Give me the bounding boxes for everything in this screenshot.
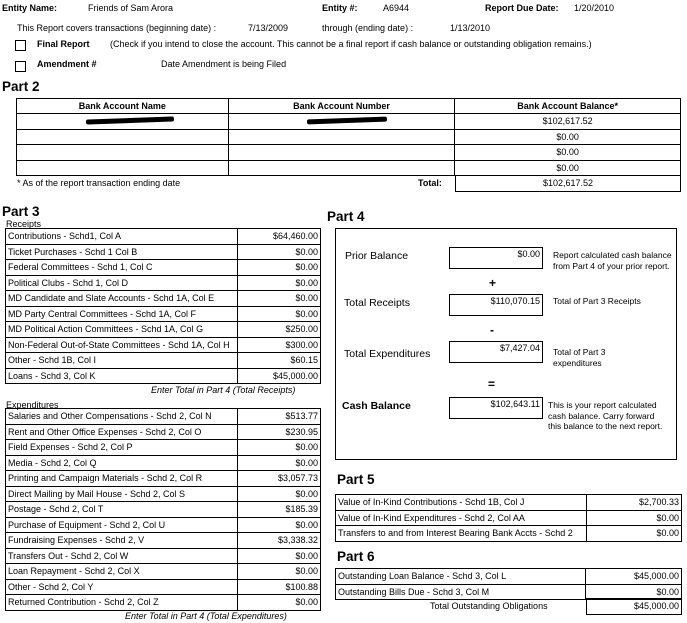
row-label: Contributions - Schd1, Col A (6, 229, 238, 245)
table-row (6, 455, 321, 471)
row-value: $0.00 (237, 275, 320, 291)
covers-text: This Report covers transactions (beginning date) : (17, 23, 217, 33)
row-label: Direct Mailing by Mail House - Schd 2, Col S (6, 486, 238, 502)
row-value: $0.00 (237, 291, 320, 307)
row-label: Value of In-Kind Expenditures - Schd 2, Col AA (336, 510, 587, 526)
total-receipts-note: Total of Part 3 Receipts (553, 296, 641, 306)
bank-account-balance-cell: $102,617.52 (455, 114, 681, 130)
total-obligations-label: Total Outstanding Obligations (430, 601, 548, 611)
row-label: Media - Schd 2, Col Q (6, 455, 238, 471)
part4-title: Part 4 (327, 209, 365, 224)
row-value: $60.15 (237, 353, 320, 369)
bank-account-number-cell (228, 129, 455, 145)
part6-title: Part 6 (337, 549, 375, 564)
row-label: Loans - Schd 3, Col K (6, 368, 238, 384)
table-row (6, 502, 321, 518)
table-row (6, 337, 321, 353)
row-value: $64,460.00 (237, 229, 320, 245)
table-row (6, 322, 321, 338)
bank-account-number-cell (228, 160, 455, 176)
row-value: $0.00 (586, 526, 681, 542)
table-row (336, 569, 682, 585)
expenditures-label: Expenditures (6, 400, 59, 410)
part2-footnote: * As of the report transaction ending date (17, 178, 181, 188)
row-value: $3,057.73 (237, 471, 320, 487)
part2-total-value: $102,617.52 (456, 176, 681, 192)
table-row (17, 160, 681, 176)
row-value: $513.77 (237, 409, 320, 425)
table-row (336, 526, 682, 542)
part2-total-box (455, 175, 681, 192)
part2-total-label: Total: (418, 178, 442, 188)
row-value: $0.00 (586, 510, 681, 526)
row-label: Loan Repayment - Schd 2, Col X (6, 564, 238, 580)
table-row (6, 548, 321, 564)
row-value: $0.00 (237, 306, 320, 322)
table-row (6, 595, 321, 611)
row-value: $0.00 (237, 564, 320, 580)
end-date: 1/13/2010 (450, 23, 491, 33)
table-row (6, 368, 321, 384)
row-label: MD Political Action Committees - Schd 1A, Col G (6, 322, 238, 338)
total-receipts-value: $110,070.15 (449, 294, 543, 316)
bank-account-balance-cell: $0.00 (455, 160, 681, 176)
amendment-label: Amendment # (37, 59, 97, 69)
begin-date: 7/13/2009 (248, 23, 289, 33)
bank-account-name-header: Bank Account Name (17, 99, 229, 114)
total-expenditures-note: Total of Part 3 expenditures (553, 347, 606, 368)
row-label: Rent and Other Office Expenses - Schd 2, Col O (6, 424, 238, 440)
row-label: Other - Schd 2, Col Y (6, 579, 238, 595)
part6-table (335, 568, 682, 600)
part5-title: Part 5 (337, 472, 375, 487)
bank-account-name-cell (17, 160, 229, 176)
bank-account-number-header: Bank Account Number (228, 99, 455, 114)
cash-balance-label: Cash Balance (342, 400, 411, 412)
expenditures-table (5, 408, 321, 611)
row-value: $45,000.00 (586, 569, 682, 585)
row-value: $230.95 (237, 424, 320, 440)
table-row (6, 291, 321, 307)
row-label: Transfers to and from Interest Bearing Bank Accts - Schd 2 (336, 526, 587, 542)
due-date-label: Report Due Date: (485, 3, 559, 13)
table-row (6, 353, 321, 369)
final-report-label: Final Report (37, 39, 90, 49)
row-label: Non-Federal Out-of-State Committees - Schd 1A, Col H (6, 337, 238, 353)
bank-account-name-cell (17, 129, 229, 145)
table-row (17, 129, 681, 145)
row-label: Ticket Purchases - Schd 1 Col B (6, 244, 238, 260)
cash-balance-note: This is your report calculated cash balance. Carry forward this balance to the next report. (548, 400, 663, 431)
table-row (6, 229, 321, 245)
total-obligations-box (586, 598, 682, 615)
bank-account-balance-header: Bank Account Balance* (455, 99, 681, 114)
row-label: Printing and Campaign Materials - Schd 2, Col R (6, 471, 238, 487)
prior-balance-note: Report calculated cash balance from Part 4 of your prior report. (553, 250, 672, 271)
row-label: Returned Contribution - Schd 2, Col Z (6, 595, 238, 611)
final-report-checkbox[interactable] (15, 40, 26, 51)
amendment-date-label: Date Amendment is being Filed (161, 59, 287, 69)
row-label: Postage - Schd 2, Col T (6, 502, 238, 518)
bank-account-number-cell (228, 145, 455, 161)
bank-account-balance-cell: $0.00 (455, 145, 681, 161)
prior-balance-value: $0.00 (449, 247, 543, 269)
due-date-value: 1/20/2010 (574, 3, 615, 13)
part3-title: Part 3 (2, 204, 40, 219)
row-label: Salaries and Other Compensations - Schd 2, Col N (6, 409, 238, 425)
entity-name-value: Friends of Sam Arora (88, 3, 174, 13)
prior-balance-label: Prior Balance (345, 250, 409, 262)
table-row (6, 564, 321, 580)
row-label: Value of In-Kind Contributions - Schd 1B, Col J (336, 495, 587, 511)
row-label: Field Expenses - Schd 2, Col P (6, 440, 238, 456)
bank-accounts-table (16, 98, 681, 176)
row-value: $250.00 (237, 322, 320, 338)
row-value: $300.00 (237, 337, 320, 353)
row-label: Other - Schd 1B, Col I (6, 353, 238, 369)
table-row (6, 275, 321, 291)
row-value: $0.00 (237, 486, 320, 502)
row-value: $0.00 (586, 584, 682, 600)
row-value: $3,338.32 (237, 533, 320, 549)
row-label: Outstanding Loan Balance - Schd 3, Col L (336, 569, 586, 585)
table-row (6, 486, 321, 502)
row-label: MD Candidate and Slate Accounts - Schd 1A, Col E (6, 291, 238, 307)
total-obligations-value: $45,000.00 (587, 599, 682, 615)
bank-account-name-cell (17, 145, 229, 161)
table-row (6, 471, 321, 487)
table-row (6, 424, 321, 440)
row-label: Outstanding Bills Due - Schd 3, Col M (336, 584, 586, 600)
row-label: MD Party Central Committees - Schd 1A, Col F (6, 306, 238, 322)
row-label: Purchase of Equipment - Schd 2, Col U (6, 517, 238, 533)
total-receipts-label: Total Receipts (344, 297, 410, 309)
minus-sign: - (490, 323, 494, 337)
row-value: $0.00 (237, 440, 320, 456)
table-row (336, 495, 682, 511)
row-label: Political Clubs - Schd 1, Col D (6, 275, 238, 291)
receipts-label: Receipts (6, 219, 42, 229)
table-row (336, 510, 682, 526)
part5-table (335, 494, 682, 542)
row-value: $45,000.00 (237, 368, 320, 384)
row-label: Federal Committees - Schd 1, Col C (6, 260, 238, 276)
row-value: $0.00 (237, 244, 320, 260)
expenditures-note: Enter Total in Part 4 (Total Expenditures) (125, 611, 287, 621)
table-row (6, 409, 321, 425)
row-value: $0.00 (237, 260, 320, 276)
entity-number-value: A6944 (383, 3, 410, 13)
entity-name-label: Entity Name: (2, 3, 58, 13)
table-row (6, 306, 321, 322)
row-value: $100.88 (237, 579, 320, 595)
table-row (6, 533, 321, 549)
table-row (6, 579, 321, 595)
row-value: $0.00 (237, 595, 320, 611)
total-expenditures-value: $7,427.04 (449, 341, 543, 363)
table-row (6, 517, 321, 533)
entity-number-label: Entity #: (322, 3, 358, 13)
row-value: $0.00 (237, 517, 320, 533)
table-row (6, 244, 321, 260)
part2-title: Part 2 (2, 79, 40, 94)
through-text: through (ending date) : (322, 23, 414, 33)
table-row (6, 260, 321, 276)
bank-account-balance-cell: $0.00 (455, 129, 681, 145)
receipts-note: Enter Total in Part 4 (Total Receipts) (151, 385, 296, 395)
row-value: $185.39 (237, 502, 320, 518)
row-value: $2,700.33 (586, 495, 681, 511)
receipts-table (5, 228, 321, 384)
equals-sign: = (488, 377, 496, 391)
table-row (6, 440, 321, 456)
total-expenditures-label: Total Expenditures (344, 348, 431, 360)
table-row (17, 145, 681, 161)
row-label: Transfers Out - Schd 2, Col W (6, 548, 238, 564)
amendment-checkbox[interactable] (15, 61, 26, 72)
final-report-note: (Check if you intend to close the account. This cannot be a final report if cash balance or outstanding obligation remains.) (110, 39, 592, 49)
cash-balance-value: $102,643.11 (449, 397, 543, 419)
row-value: $0.00 (237, 455, 320, 471)
row-label: Fundraising Expenses - Schd 2, V (6, 533, 238, 549)
row-value: $0.00 (237, 548, 320, 564)
plus-sign: + (489, 276, 497, 290)
